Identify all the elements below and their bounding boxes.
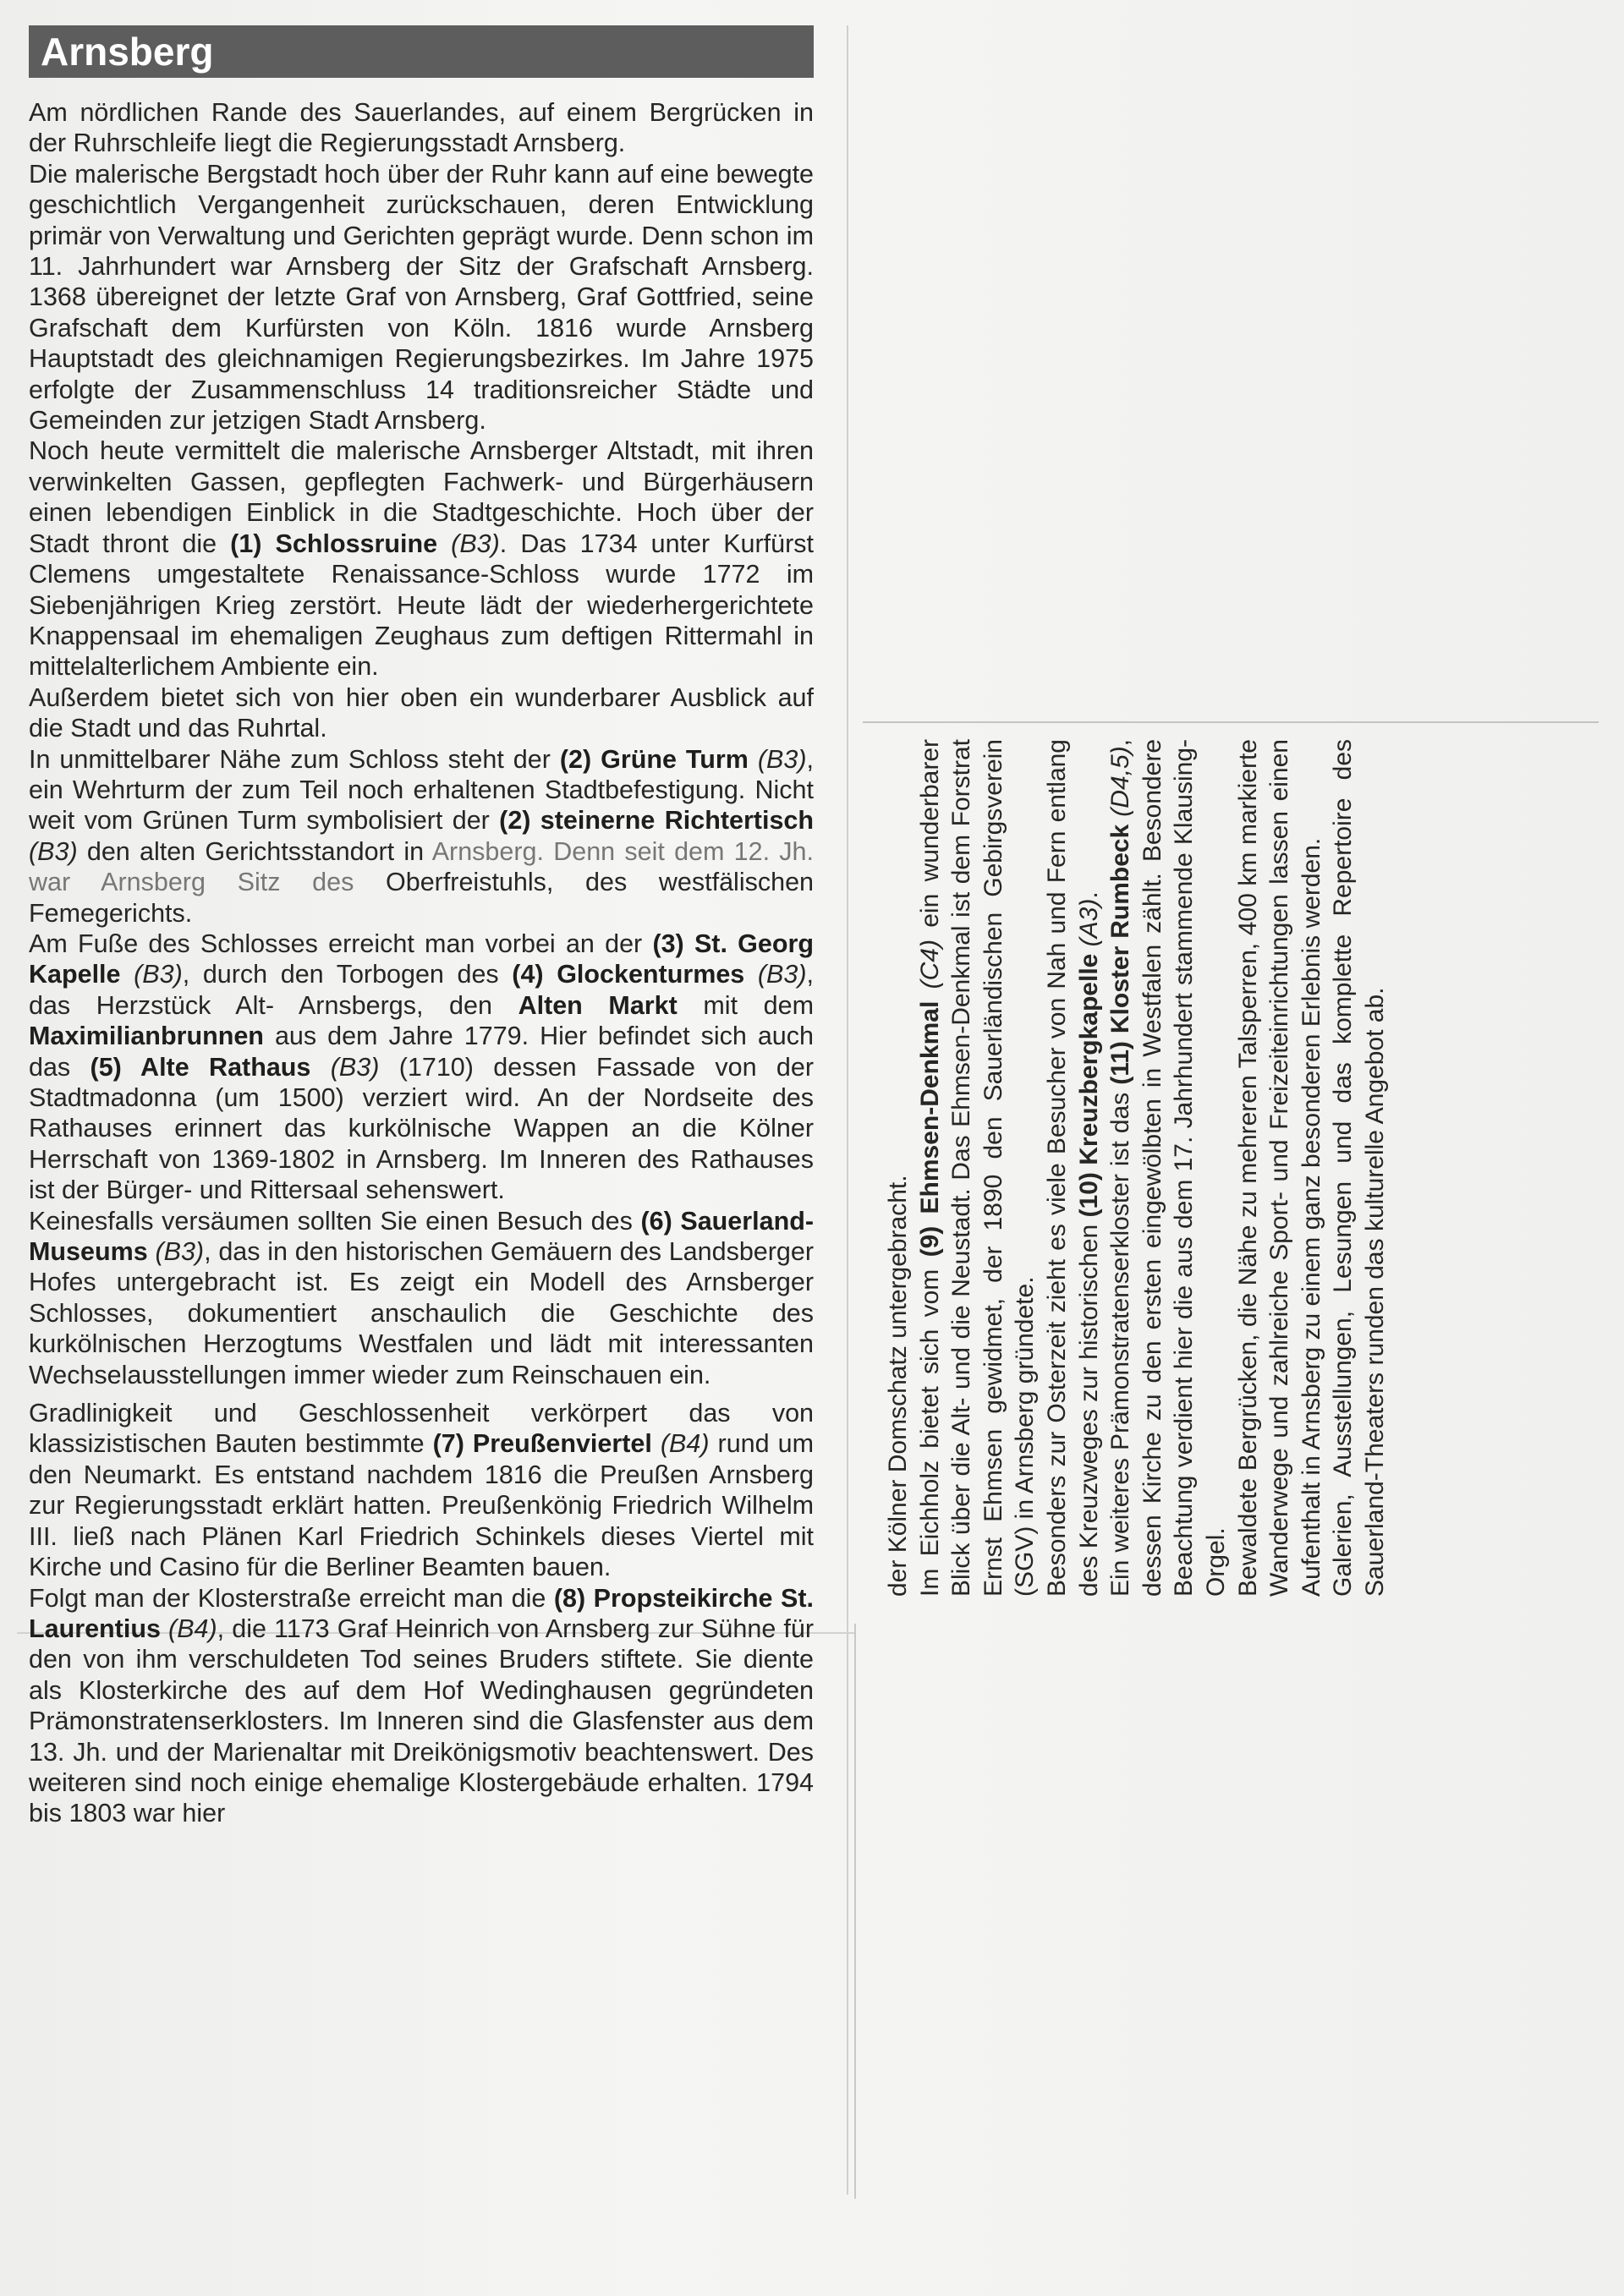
text-run: , das Herzstück Alt- Arnsbergs, den bbox=[29, 960, 814, 1020]
text-run: , die 1173 Graf Heinrich von Arnsberg zur Sühne für den von ihm verschuldeten Tod seines Bruders stiftete. Sie diente als Klosterkirche des auf dem Hof Wedinghausen gegründeten Prämonstratenserklosters. Im Inneren sind die Glasfenster aus dem 13. Jh. und der Marienaltar mit Dreikönigsmotiv beachtenswert. Des weiteren sind noch einige ehemalige Klostergebäude erhalten. 1794 bis 1803 war hier bbox=[29, 1614, 814, 1828]
text-run: aus dem Jahre 1779. Hier befindet sich auch das bbox=[29, 1022, 814, 1082]
paragraph-freizeit: Bewaldete Bergrücken, die Nähe zu mehreren Talsperren, 400 km markierte Wanderwege und zahlreiche Sport- und Freizeiteinrichtungen lassen einen Aufenthalt in Arnsberg zu einem ganz besonderen Erlebnis werden. bbox=[1233, 739, 1325, 1597]
paragraph-kloster-rumbeck bbox=[1105, 739, 1232, 1597]
paragraph-preussenviertel bbox=[29, 1398, 814, 1582]
paragraph-intro: Am nördlichen Rande des Sauerlandes, auf einem Bergrücken in der Ruhrschleife liegt die Regierungsstadt Arnsberg. bbox=[29, 98, 814, 158]
grid-ref: (A3) bbox=[1074, 898, 1103, 947]
rotated-text-column bbox=[882, 739, 1391, 1597]
grid-ref: (B3) bbox=[451, 529, 500, 558]
paragraph-alter-markt bbox=[29, 929, 814, 1206]
text-run: ein wunderbarer Blick über die Alt- und die Neustadt. Das Ehmsen-Denkmal ist dem Forstrat Ernst Ehmsen gewidmet, der 1890 den Sauerländischen Gebirgsverein (SGV) in Arnsberg gründete. bbox=[915, 739, 1040, 1597]
sight-kloster-rumbeck: (11) Kloster Rumbeck bbox=[1106, 824, 1135, 1085]
sight-schlossruine: (1) Schlossruine bbox=[230, 529, 438, 558]
text-run: Keinesfalls versäumen sollten Sie einen Besuch des bbox=[29, 1206, 641, 1236]
text-run: In unmittelbarer Nähe zum Schloss steht der bbox=[29, 744, 560, 774]
sight-alter-markt: Alten Markt bbox=[518, 990, 678, 1020]
grid-ref: (D4,5) bbox=[1106, 746, 1135, 817]
text-run-faded: Arnsberg. Denn seit dem 12. Jh. war Arnsberg Sitz des bbox=[29, 836, 814, 897]
grid-ref: (B3) bbox=[134, 960, 183, 989]
text-run: den alten Gerichtsstandort in bbox=[77, 836, 432, 866]
paragraph-ehmsen-denkmal bbox=[914, 739, 1041, 1597]
grid-ref: (B3) bbox=[155, 1237, 205, 1267]
text-run: (1710) dessen Fassade von der Stadtmadonna (um 1500) verziert wird. An der Nordseite des Rathauses erinnert das kurkölnische Wappen an die Kölner Herrschaft von 1369-1802 in Arnsberg. Im Inneren des Rathauses ist der Bürger- und Rittersaal sehenswert. bbox=[29, 1052, 814, 1205]
sight-sauerland-museum: (6) Sauerland-Museums bbox=[29, 1206, 814, 1267]
text-run: , durch den Torbogen des bbox=[182, 960, 513, 989]
grid-ref: (B4) bbox=[168, 1614, 217, 1643]
sight-ehmsen-denkmal: (9) Ehmsen-Denkmal bbox=[915, 1000, 944, 1258]
paragraph-ausblick: Außerdem bietet sich von hier oben ein wunderbarer Ausblick auf die Stadt und das Ruhrtal. bbox=[29, 682, 814, 743]
grid-ref: (B3) bbox=[757, 960, 807, 989]
text-run: . Das 1734 unter Kurfürst Clemens umgestaltete Renaissance-Schloss wurde 1772 im Siebenjährigen Krieg zerstört. Heute lädt der wiederhergerichtete Knappensaal im ehemaligen Zeughaus zum deftigen Rittermahl in mittelalterlichem Ambiente ein. bbox=[29, 529, 814, 682]
sight-st-georg-kapelle: (3) St. Georg Kapelle bbox=[29, 929, 814, 989]
sight-maximilianbrunnen: Maximilianbrunnen bbox=[29, 1022, 264, 1051]
sight-preussenviertel: (7) Preußenviertel bbox=[432, 1429, 652, 1459]
left-text-column bbox=[29, 97, 814, 1829]
paragraph-propsteikirche bbox=[29, 1583, 814, 1829]
text-run: , ein Wehrturm der zum Teil noch erhaltenen Stadtbefestigung. Nicht weit vom Grünen Turm symbolisiert der bbox=[29, 744, 814, 836]
sight-propsteikirche: (8) Propsteikirche St. Laurentius bbox=[29, 1583, 814, 1643]
text-run: Noch heute vermittelt die malerische Arnsberger Altstadt, mit ihren verwinkelten Gassen, gepflegten Fachwerk- und Bürgerhäusern einen lebendigen Einblick in die Stadtgeschichte. Hoch über der Stadt thront die bbox=[29, 436, 814, 558]
text-run: Gradlinigkeit und Geschlossenheit verkörpert das von klassizistischen Bauten bestimmte bbox=[29, 1399, 814, 1459]
text-run: rund um den Neumarkt. Es entstand nachdem 1816 die Preußen Arnsberg zur Regierungsstadt erklärt hatten. Preußenkönig Friedrich Wilhelm III. ließ nach Plänen Karl Friedrich Schinkels dieses Viertel mit Kirche und Casino für die Berliner Beamten bauen. bbox=[29, 1429, 814, 1582]
paragraph-kreuzbergkapelle bbox=[1041, 739, 1105, 1597]
sight-glockenturm: (4) Glockenturmes bbox=[512, 960, 745, 989]
grid-ref: (B4) bbox=[660, 1429, 710, 1459]
text-run: Besonders zur Osterzeit zieht es viele Besucher von Nah und Fern entlang des Kreuzweges zur historischen bbox=[1042, 739, 1103, 1597]
grid-ref: (B3) bbox=[29, 836, 78, 866]
sight-kreuzbergkapelle: (10) Kreuzbergkapelle bbox=[1074, 953, 1103, 1218]
grid-ref: (B3) bbox=[757, 744, 807, 774]
text-run: Im Eichholz bietet sich vom bbox=[915, 1257, 944, 1597]
paste-gap bbox=[29, 1390, 814, 1398]
grid-ref: (B3) bbox=[330, 1052, 380, 1082]
sight-alte-rathaus: (5) Alte Rathaus bbox=[90, 1052, 311, 1082]
grid-ref: (C4) bbox=[915, 940, 944, 989]
text-run: Oberfreistuhls, des westfälischen Femegerichts. bbox=[29, 868, 814, 928]
text-run: Am Fuße des Schlosses erreicht man vorbei an der bbox=[29, 929, 653, 958]
rotated-column-wrapper bbox=[882, 739, 1584, 1597]
text-run: Folgt man der Klosterstraße erreicht man die bbox=[29, 1583, 554, 1613]
sight-gruene-turm: (2) Grüne Turm bbox=[559, 744, 749, 774]
paragraph-museum bbox=[29, 1206, 814, 1390]
text-run: Ein weiteres Prämonstratenserkloster ist das bbox=[1106, 1084, 1135, 1597]
text-run: . bbox=[1074, 891, 1103, 899]
text-run: mit dem bbox=[677, 990, 814, 1020]
paragraph-schlossruine bbox=[29, 436, 814, 682]
sight-richtertisch: (2) steinerne Richtertisch bbox=[499, 806, 814, 836]
paragraph-history: Die malerische Bergstadt hoch über der Ruhr kann auf eine bewegte geschichtlich Vergangenheit zurückschauen, deren Entwicklung primär von Verwaltung und Gerichten geprägt wurde. Denn schon im 11. Jahrhundert war Arnsberg der Sitz der Grafschaft Arnsberg. 1368 übereignet der letzte Graf von Arnsberg, Graf Gottfried, seine Grafschaft dem Kurfürsten von Köln. 1816 wurde Arnsberg Hauptstadt des gleichnamigen Regierungsbezirkes. Im Jahre 1975 erfolgte der Zusammenschluss 14 traditionsreicher Städte und Gemeinden zur jetzigen Stadt Arnsberg. bbox=[29, 159, 814, 436]
paragraph-gruene-turm bbox=[29, 744, 814, 929]
paragraph-kultur: Galerien, Ausstellungen, Lesungen und das komplette Repertoire des Sauerland-Theaters runden das kulturelle Angebot ab. bbox=[1329, 739, 1389, 1597]
column-divider bbox=[847, 25, 848, 2195]
section-divider bbox=[863, 721, 1599, 723]
paragraph-domschatz: der Kölner Domschatz untergebracht. bbox=[884, 1175, 912, 1597]
cut-edge-line bbox=[854, 1624, 856, 2199]
text-run: , dessen Kirche zu den ersten eingewölbten in Westfalen zählt. Besondere Beachtung verdient hier die aus dem 17. Jahrhundert stammende Klausing-Orgel. bbox=[1106, 739, 1230, 1597]
text-run: , das in den historischen Gemäuern des Landsberger Hofes untergebracht ist. Es zeigt ein Modell des Arnsberger Schlosses, dokumentiert anschaulich die Geschichte des kurkölnischen Herzogtums Westfalen und lädt mit interessanten Wechselausstellungen immer wieder zum Reinschauen ein. bbox=[29, 1237, 814, 1389]
page-title: Arnsberg bbox=[29, 25, 814, 78]
